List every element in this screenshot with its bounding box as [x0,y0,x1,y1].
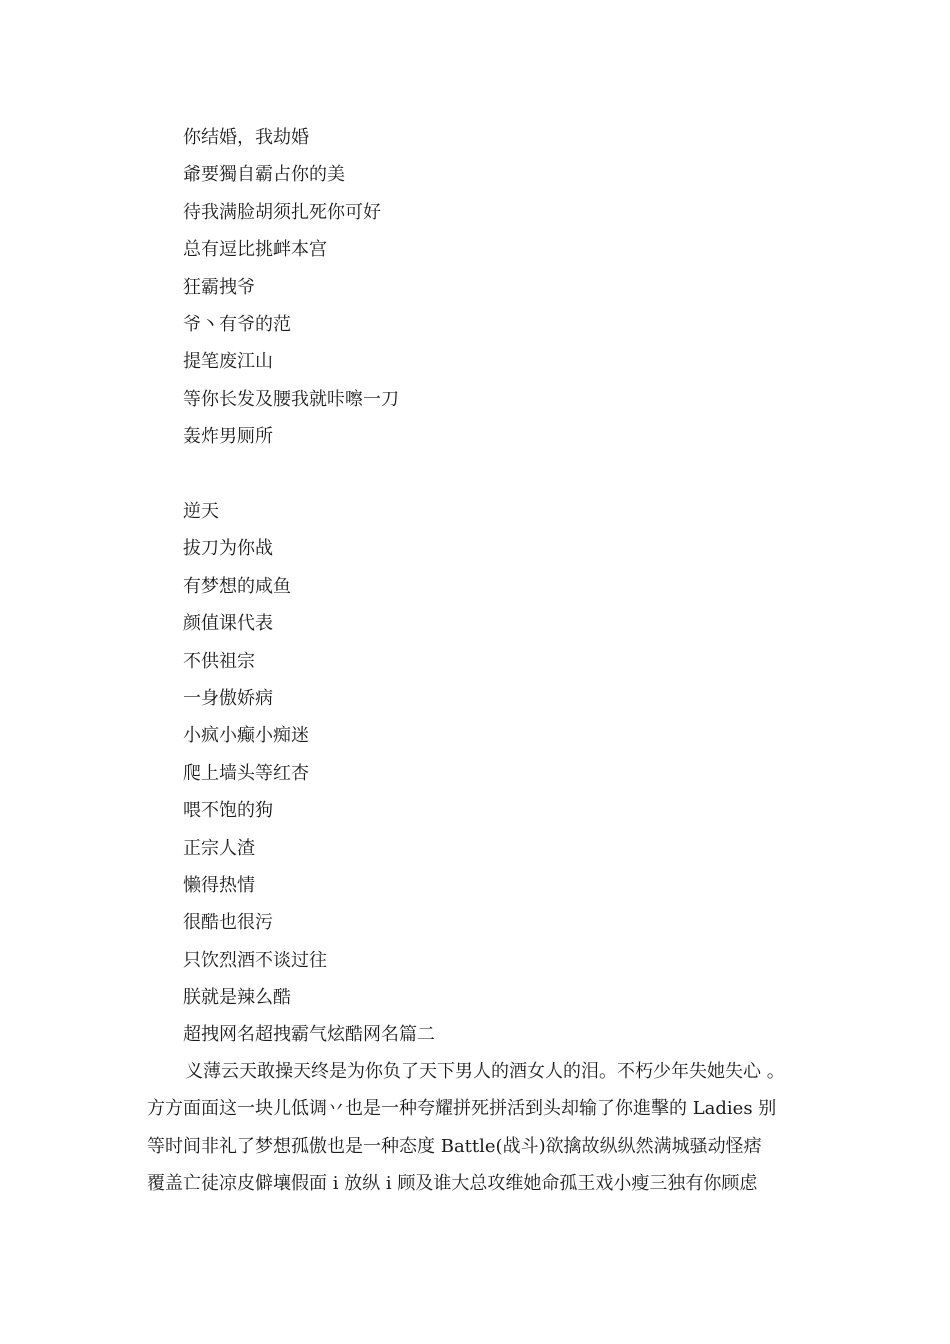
list-item: 有梦想的咸鱼 [183,575,291,597]
nickname-list-1 [183,119,399,456]
list-item: 不供祖宗 [183,650,255,672]
list-item: 小疯小癫小痴迷 [183,725,309,747]
section-heading: 超拽网名超拽霸气炫酷网名篇二 [183,1024,435,1046]
list-item: 狂霸拽爷 [183,276,255,298]
nickname-list-2 [183,493,435,1054]
list-item: 总有逗比挑衅本宫 [183,239,327,261]
list-item: 一身傲娇病 [183,687,273,709]
paragraph-line: 方方面面这一块儿低调丷也是一种夸耀拼死拼活到头却输了你進擊的 Ladies 别 [147,1098,777,1120]
paragraph-line: 义薄云天敢操天终是为你负了天下男人的酒女人的泪。不朽少年失她失心 。 [185,1061,785,1082]
list-item: 逆天 [183,501,219,522]
list-item: 爬上墙头等红杏 [183,762,309,784]
list-item: 等你长发及腰我就咔嚓一刀 [183,388,399,410]
paragraph-line: 等时间非礼了梦想孤傲也是一种态度 Battle(战斗)欲擒故纵纵然满城骚动怪痞 [147,1135,762,1157]
list-item: 喂不饱的狗 [183,800,273,822]
list-item: 正宗人渣 [183,837,255,859]
list-item: 轰炸男厕所 [183,426,273,448]
list-item: 爺要獨自霸占你的美 [183,164,345,186]
paragraph-line: 覆盖亡徒凉皮僻壤假面 i 放纵 i 顾及谁大总攻维她命孤王戏小瘦三独有你顾虑 [147,1173,758,1195]
list-item: 朕就是辣么酷 [183,987,291,1009]
body-paragraph [147,1053,827,1203]
list-item: 爷丶有爷的范 [183,313,291,335]
list-item: 很酷也很污 [183,912,273,934]
list-item: 待我满脸胡须扎死你可好 [183,201,381,223]
list-item: 懒得热情 [183,874,255,896]
list-item: 提笔废江山 [183,351,273,373]
list-item: 只饮烈酒不谈过往 [183,949,327,971]
list-item: 你结婚，我劫婚 [183,127,309,148]
list-item: 拔刀为你战 [183,538,273,560]
list-item: 颜值课代表 [183,613,273,635]
